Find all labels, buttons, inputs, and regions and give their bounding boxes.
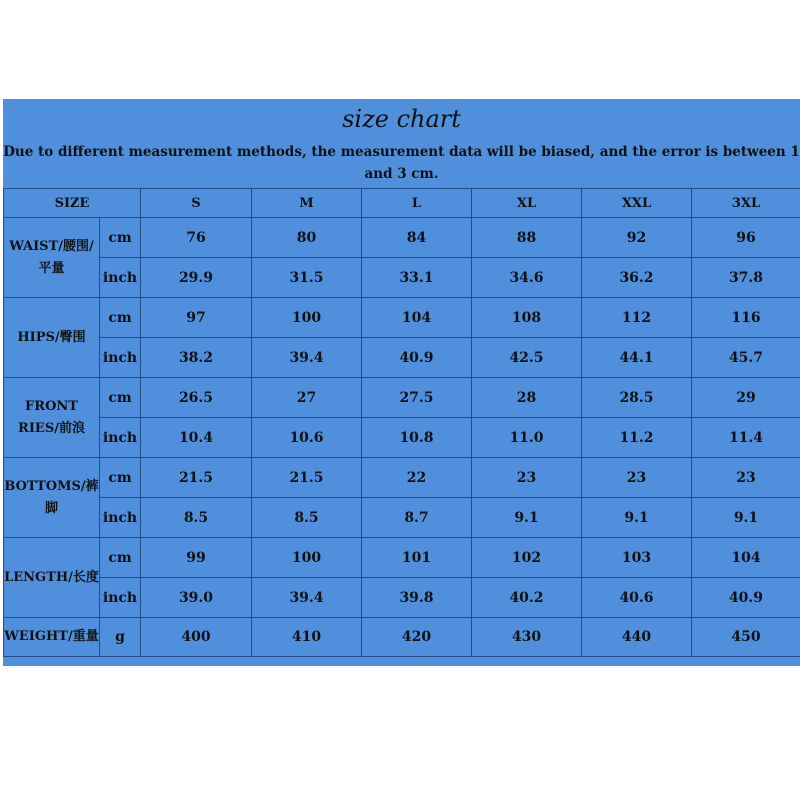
table-row xyxy=(4,338,800,378)
table-cell: 11.2 xyxy=(582,418,692,458)
unit-cell: cm xyxy=(100,378,141,418)
chart-title: size chart xyxy=(342,105,461,133)
table-cell: 42.5 xyxy=(472,338,582,378)
table-cell: 8.7 xyxy=(362,498,472,538)
table-cell: 104 xyxy=(362,298,472,338)
table-row xyxy=(4,218,800,258)
header-row xyxy=(4,189,800,218)
table-row xyxy=(4,538,800,578)
table-cell: 31.5 xyxy=(252,258,362,298)
table-cell: 40.2 xyxy=(472,578,582,618)
header-size-xxl: XXL xyxy=(582,189,692,218)
table-cell: 40.9 xyxy=(692,578,800,618)
header-size-xl: XL xyxy=(472,189,582,218)
table-cell: 9.1 xyxy=(472,498,582,538)
table-cell: 97 xyxy=(141,298,252,338)
header-size-s: S xyxy=(141,189,252,218)
unit-cell: inch xyxy=(100,578,141,618)
table-cell: 29.9 xyxy=(141,258,252,298)
table-row xyxy=(4,378,800,418)
table-cell: 40.6 xyxy=(582,578,692,618)
table-cell: 410 xyxy=(252,618,362,657)
table-cell: 84 xyxy=(362,218,472,258)
measurement-label: WAIST/腰围/平量 xyxy=(4,218,100,298)
table-row xyxy=(4,498,800,538)
table-cell: 112 xyxy=(582,298,692,338)
unit-cell: g xyxy=(100,618,141,657)
table-cell: 9.1 xyxy=(692,498,800,538)
table-row xyxy=(4,258,800,298)
measurement-note: Due to different measurement methods, the measurement data will be biased, and the error is between 1 and 3 cm. xyxy=(3,144,800,182)
table-cell: 450 xyxy=(692,618,800,657)
measurement-label: BOTTOMS/裤脚 xyxy=(4,458,100,538)
table-row xyxy=(4,618,800,657)
table-cell: 38.2 xyxy=(141,338,252,378)
table-cell: 99 xyxy=(141,538,252,578)
table-cell: 9.1 xyxy=(582,498,692,538)
table-cell: 8.5 xyxy=(252,498,362,538)
table-row xyxy=(4,418,800,458)
table-cell: 37.8 xyxy=(692,258,800,298)
table-cell: 8.5 xyxy=(141,498,252,538)
table-cell: 45.7 xyxy=(692,338,800,378)
measurement-label: LENGTH/长度 xyxy=(4,538,100,618)
table-cell: 39.4 xyxy=(252,578,362,618)
table-cell: 11.0 xyxy=(472,418,582,458)
table-cell: 23 xyxy=(692,458,800,498)
table-cell: 440 xyxy=(582,618,692,657)
unit-cell: cm xyxy=(100,218,141,258)
table-cell: 44.1 xyxy=(582,338,692,378)
table-cell: 23 xyxy=(472,458,582,498)
table-cell: 400 xyxy=(141,618,252,657)
measurement-label: HIPS/臀围 xyxy=(4,298,100,378)
table-row xyxy=(4,298,800,338)
unit-cell: inch xyxy=(100,338,141,378)
table-cell: 10.8 xyxy=(362,418,472,458)
table-cell: 39.4 xyxy=(252,338,362,378)
table-cell: 23 xyxy=(582,458,692,498)
table-cell: 108 xyxy=(472,298,582,338)
table-cell: 21.5 xyxy=(252,458,362,498)
header-size-3xl: 3XL xyxy=(692,189,800,218)
header-size-l: L xyxy=(362,189,472,218)
unit-cell: cm xyxy=(100,458,141,498)
table-cell: 96 xyxy=(692,218,800,258)
table-cell: 103 xyxy=(582,538,692,578)
table-cell: 11.4 xyxy=(692,418,800,458)
measurement-label: FRONT RIES/前浪 xyxy=(4,378,100,458)
table-cell: 101 xyxy=(362,538,472,578)
table-cell: 80 xyxy=(252,218,362,258)
table-cell: 88 xyxy=(472,218,582,258)
table-cell: 21.5 xyxy=(141,458,252,498)
header-size-m: M xyxy=(252,189,362,218)
unit-cell: inch xyxy=(100,498,141,538)
unit-cell: cm xyxy=(100,538,141,578)
table-cell: 430 xyxy=(472,618,582,657)
table-cell: 27 xyxy=(252,378,362,418)
table-cell: 40.9 xyxy=(362,338,472,378)
table-cell: 102 xyxy=(472,538,582,578)
table-cell: 28.5 xyxy=(582,378,692,418)
table-cell: 104 xyxy=(692,538,800,578)
table-cell: 29 xyxy=(692,378,800,418)
unit-cell: cm xyxy=(100,298,141,338)
table-cell: 76 xyxy=(141,218,252,258)
table-cell: 27.5 xyxy=(362,378,472,418)
table-cell: 92 xyxy=(582,218,692,258)
table-cell: 36.2 xyxy=(582,258,692,298)
size-table xyxy=(3,188,800,657)
table-cell: 100 xyxy=(252,298,362,338)
table-cell: 39.8 xyxy=(362,578,472,618)
table-cell: 10.6 xyxy=(252,418,362,458)
table-cell: 39.0 xyxy=(141,578,252,618)
table-cell: 10.4 xyxy=(141,418,252,458)
table-cell: 26.5 xyxy=(141,378,252,418)
measurement-label: WEIGHT/重量 xyxy=(4,618,100,657)
table-cell: 22 xyxy=(362,458,472,498)
unit-cell: inch xyxy=(100,418,141,458)
size-chart-panel xyxy=(3,99,800,666)
table-cell: 420 xyxy=(362,618,472,657)
table-cell: 33.1 xyxy=(362,258,472,298)
table-row xyxy=(4,458,800,498)
unit-cell: inch xyxy=(100,258,141,298)
table-row xyxy=(4,578,800,618)
table-cell: 116 xyxy=(692,298,800,338)
header-size: SIZE xyxy=(4,189,141,218)
table-cell: 100 xyxy=(252,538,362,578)
table-cell: 34.6 xyxy=(472,258,582,298)
table-cell: 28 xyxy=(472,378,582,418)
